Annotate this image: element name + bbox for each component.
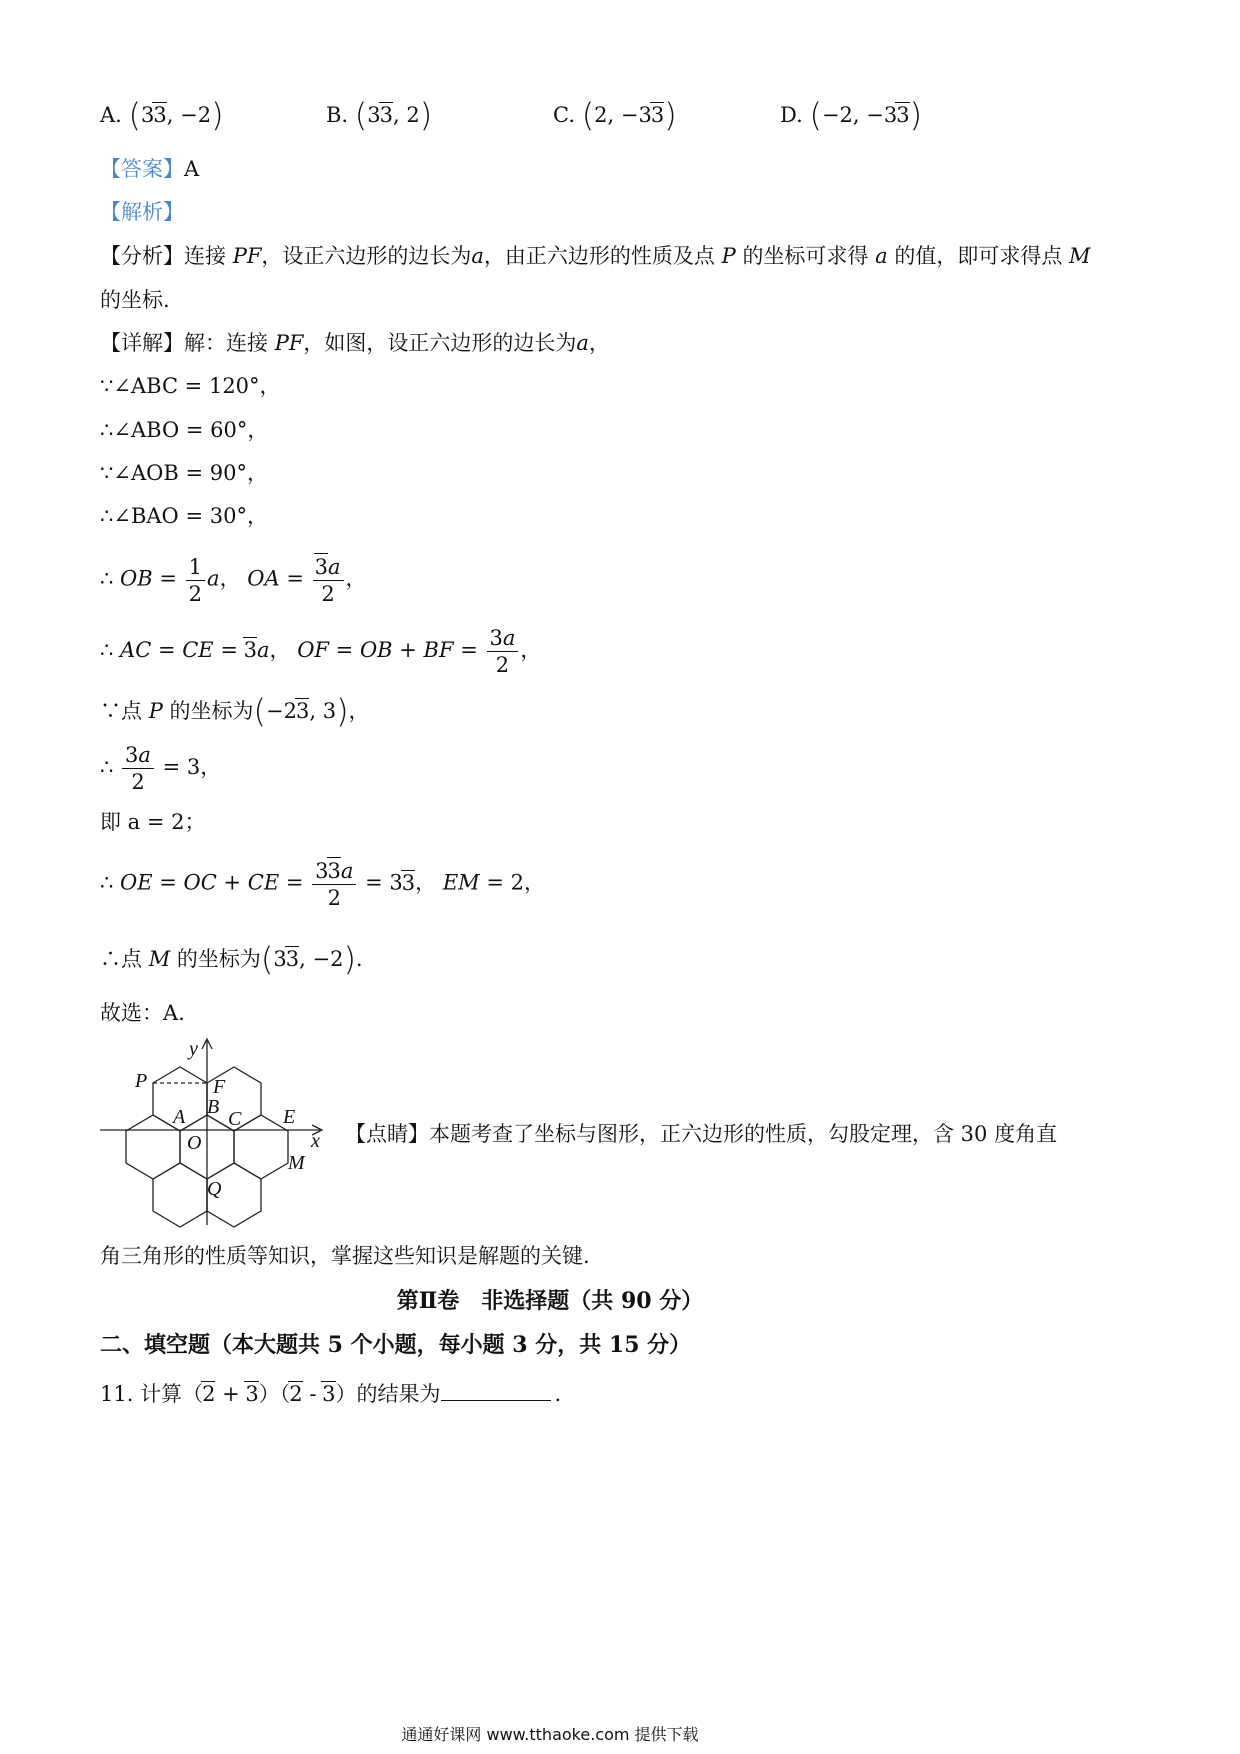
label-m: M xyxy=(288,1152,305,1174)
step-10: ∴ OE = OC + CE = $\frac{33a}{2}$ = 33， EM = 2， xyxy=(100,859,545,910)
page-footer: 通通好课网 www.tthaoke.com 提供下载 xyxy=(401,1725,699,1744)
fenxi-line1: 【分析】连接 PF，设正六边形的边长为a，由正六边形的性质及点 P 的坐标可求得 a 的值，即可求得点 M xyxy=(100,244,1091,268)
fenxi-line2: 的坐标. xyxy=(100,288,170,312)
label-p: P xyxy=(135,1070,148,1092)
hexagon-right xyxy=(234,1115,288,1179)
step-2: ∴∠ABO = 60°， xyxy=(100,418,269,442)
question-11: 11. 计算（2 + 3）（2 - 3）的结果为 . xyxy=(100,1382,562,1406)
label-e: E xyxy=(283,1106,296,1128)
step-11: ∴点 M 的坐标为(33, −2). xyxy=(100,940,363,978)
step-7: ∵点 P 的坐标为(−23, 3)， xyxy=(100,692,370,730)
hexagon-left xyxy=(126,1115,180,1179)
step-4: ∴∠BAO = 30°， xyxy=(100,504,268,528)
label-b: B xyxy=(207,1096,220,1118)
label-c: C xyxy=(228,1108,242,1130)
answer-blank[interactable] xyxy=(441,1400,551,1401)
hexagon-bottom-left xyxy=(153,1163,207,1227)
step-1: ∵∠ABC = 120°， xyxy=(100,374,281,398)
xiangjie-line: 【详解】解：连接 PF，如图，设正六边形的边长为a， xyxy=(100,331,610,355)
step-5: ∴ OB = $\frac{1}{2}$ a， OA = $\frac{3a}{2}$ ， xyxy=(100,554,367,606)
label-a: A xyxy=(173,1106,186,1128)
option-b: B. (33, 2) xyxy=(326,96,433,134)
hexagon-figure xyxy=(95,1035,335,1230)
option-d: D. (−2, −33) xyxy=(780,96,923,134)
label-x: x xyxy=(311,1130,320,1152)
step-6: ∴ AC = CE = 3a， OF = OB + BF = $\frac{3a}{2}$ ， xyxy=(100,626,542,677)
option-c: C. (2, −33) xyxy=(553,96,677,134)
section2-title: 第Ⅱ卷 非选择题（共 90 分） xyxy=(396,1288,704,1314)
step-8: ∴ $\frac{3a}{2}$ = 3， xyxy=(100,743,222,794)
step-9: 即 a = 2； xyxy=(100,810,206,834)
label-q: Q xyxy=(207,1178,222,1200)
analysis-tag: 【解析】 xyxy=(100,200,184,224)
option-a: A. (33, −2) xyxy=(100,96,224,134)
dianjing-line2: 角三角形的性质等知识，掌握这些知识是解题的关键. xyxy=(100,1244,590,1268)
label-y: y xyxy=(189,1038,198,1060)
answer-line: 【答案】A xyxy=(100,157,200,181)
label-f: F xyxy=(213,1076,226,1098)
conclusion: 故选：A. xyxy=(100,1001,185,1025)
section2-subtitle: 二、填空题（本大题共 5 个小题，每小题 3 分，共 15 分） xyxy=(100,1332,692,1358)
label-o: O xyxy=(187,1132,202,1154)
step-3: ∵∠AOB = 90°， xyxy=(100,461,268,485)
dianjing-line1: 【点睛】本题考查了坐标与图形，正六边形的性质，勾股定理，含 30 度角直 xyxy=(345,1122,1058,1146)
